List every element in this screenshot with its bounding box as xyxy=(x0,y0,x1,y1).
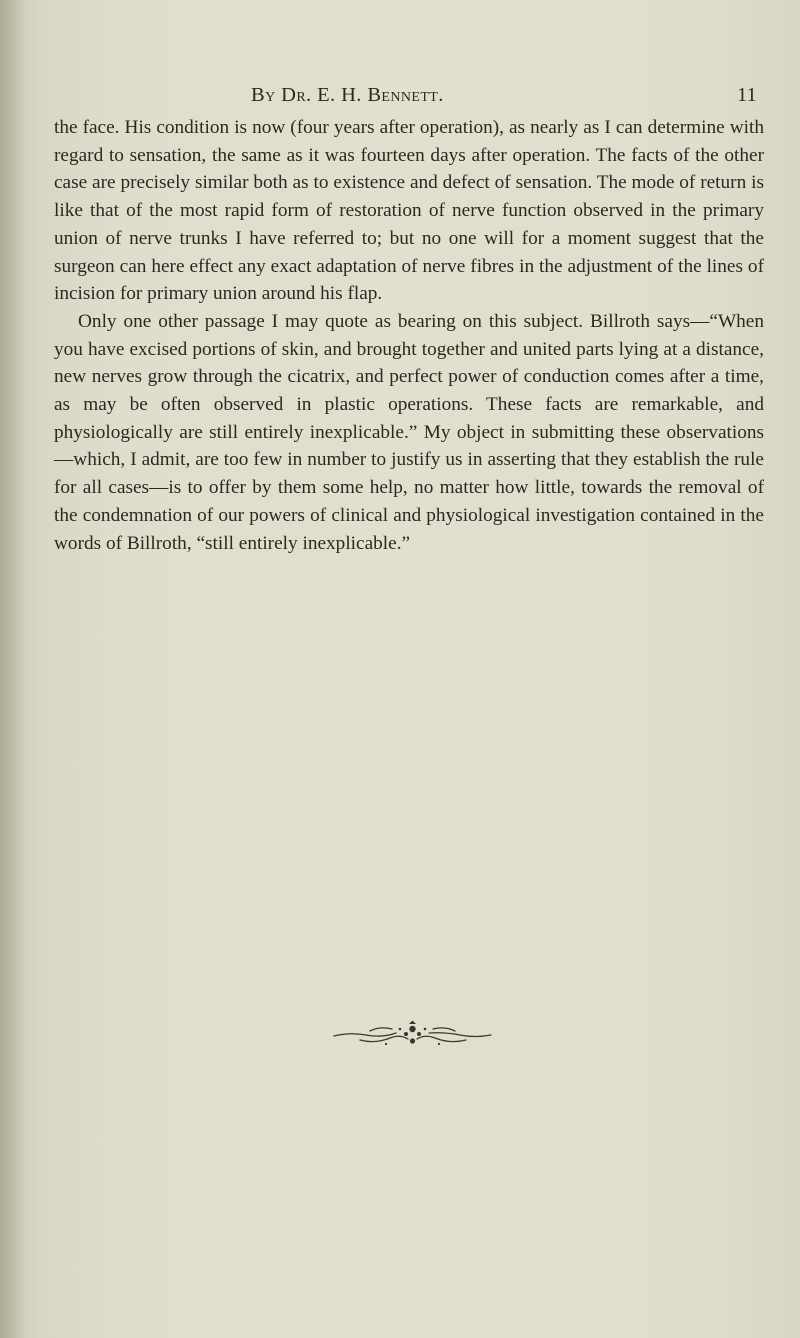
page-header xyxy=(0,76,800,116)
body-text xyxy=(54,114,764,557)
running-head: By Dr. E. H. Bennett. xyxy=(251,84,444,106)
paragraph-continued: the face. His condition is now (four years after operation), as nearly as I can determine with regard to sensation, the same as it was fourteen days after operation. The facts of the other case are precisely similar both as to existence and defect of sensation. The mode of return is like that of the most rapid form of restoration of nerve function observed in the primary union of nerve trunks I have referred to; but no one will for a moment suggest that the surgeon can here effect any exact adaptation of nerve fibres in the adjustment of the lines of incision for primary union around his flap. xyxy=(54,117,764,305)
printers-ornament-icon xyxy=(330,1020,495,1050)
page-number: 11 xyxy=(737,84,757,106)
spine-shadow xyxy=(0,0,26,1338)
paragraph-billroth-quote: Only one other passage I may quote as bearing on this subject. Billroth says—“When you have excised portions of skin, and brought together and united parts lying at a distance, new nerves grow through the cicatrix, and perfect power of conduction comes after a time, as may be often observed in plastic operations. These facts are remarkable, and physiologically are still entirely inexplicable.” My object in submitting these observations—which, I admit, are too few in number to justify us in asserting that they establish the rule for all cases—is to offer by them some help, no matter how little, towards the removal of the condemnation of our powers of clinical and physiological investigation contained in the words of Billroth, “still entirely inexplicable.” xyxy=(54,310,764,554)
